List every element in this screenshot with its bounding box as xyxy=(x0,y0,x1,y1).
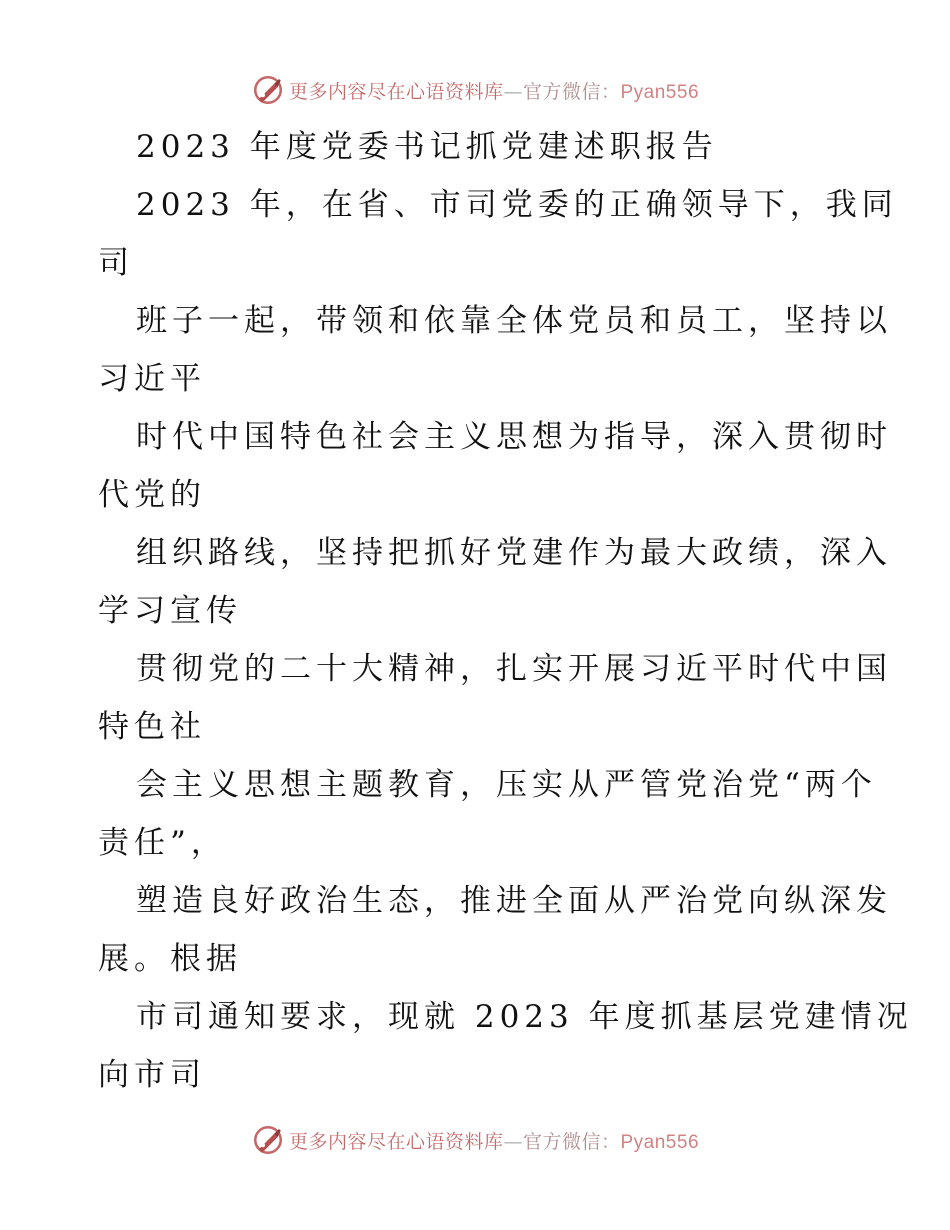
text-line: 向市司 xyxy=(98,1057,206,1093)
header-watermark xyxy=(0,70,950,110)
watermark-dash: — xyxy=(503,80,523,103)
watermark-text xyxy=(289,1127,699,1154)
text-line: 市司通知要求，现就 2023 年度抓基层党建情况 xyxy=(136,999,913,1035)
watermark-wechat-id: Pyan556 xyxy=(620,81,700,103)
watermark-wechat-label: 官方微信： xyxy=(522,1130,621,1153)
text-line: 司 xyxy=(98,245,134,281)
pen-logo-icon xyxy=(251,1123,285,1157)
text-line: 责任”， xyxy=(98,825,227,861)
footer-watermark xyxy=(0,1120,950,1160)
document-title: 2023 年度党委书记抓党建述职报告 xyxy=(136,129,718,165)
text-line: 代党的 xyxy=(98,477,206,513)
watermark-dash: — xyxy=(503,1130,523,1153)
text-line: 组织路线，坚持把抓好党建作为最大政绩，深入 xyxy=(136,535,892,571)
text-line: 2023 年，在省、市司党委的正确领导下，我同 xyxy=(136,187,898,223)
watermark-wechat-label: 官方微信： xyxy=(522,80,621,103)
text-line: 学习宣传 xyxy=(98,593,242,629)
text-line: 特色社 xyxy=(98,709,206,745)
text-line: 习近平 xyxy=(98,361,206,397)
document-body xyxy=(98,118,913,1104)
pen-logo-icon xyxy=(251,73,285,107)
text-line: 会主义思想主题教育，压实从严管党治党“两个 xyxy=(136,767,877,803)
text-line: 塑造良好政治生态，推进全面从严治党向纵深发 xyxy=(136,883,892,919)
text-line: 展。根据 xyxy=(98,941,242,977)
text-line: 时代中国特色社会主义思想为指导，深入贯彻时 xyxy=(136,419,892,455)
text-line: 贯彻党的二十大精神，扎实开展习近平时代中国 xyxy=(136,651,892,687)
watermark-wechat-id: Pyan556 xyxy=(620,1131,700,1153)
watermark-library-name: 更多内容尽在心语资料库 xyxy=(288,1130,504,1153)
watermark-library-name: 更多内容尽在心语资料库 xyxy=(288,80,504,103)
text-line: 班子一起，带领和依靠全体党员和员工，坚持以 xyxy=(136,303,892,339)
watermark-text xyxy=(289,77,699,104)
